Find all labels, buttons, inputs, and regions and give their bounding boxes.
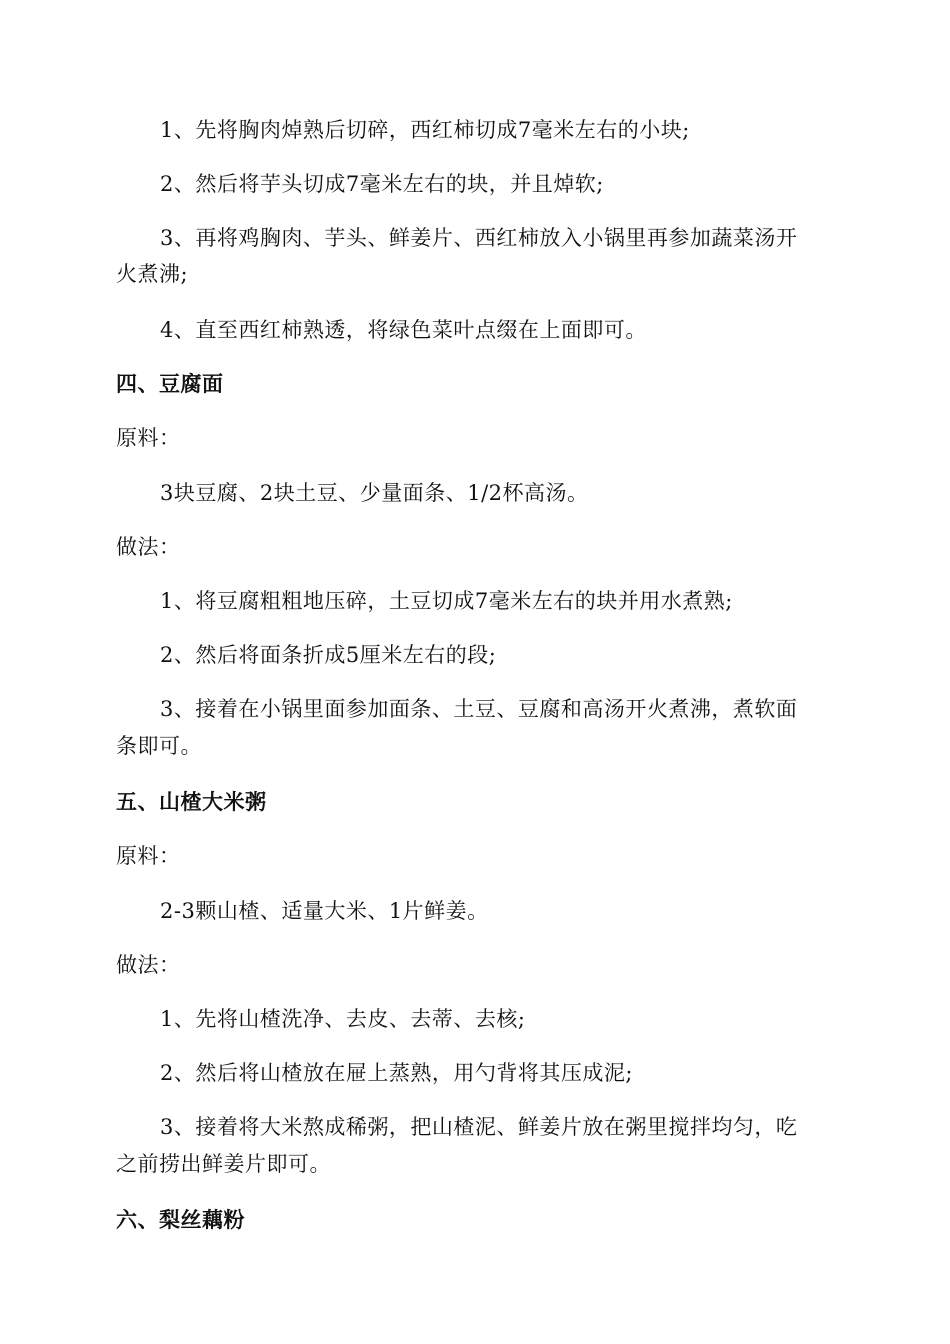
section-heading: 五、山楂大米粥	[116, 789, 267, 814]
ingredients-text: 3块豆腐、2块土豆、少量面条、1/2杯高汤。	[160, 481, 589, 505]
step-line: 1、将豆腐粗粗地压碎，土豆切成7毫米左右的块并用水煮熟;	[160, 589, 733, 613]
section-heading: 六、梨丝藕粉	[116, 1207, 245, 1232]
section-heading: 四、豆腐面	[116, 371, 224, 396]
step-line: 2、然后将面条折成5厘米左右的段;	[160, 643, 497, 667]
step-line: 1、先将山楂洗净、去皮、去蒂、去核;	[160, 1007, 526, 1031]
step-line: 3、接着在小锅里面参加面条、土豆、豆腐和高汤开火煮沸，煮软面	[160, 697, 798, 721]
step-line-continuation: 火煮沸;	[116, 262, 189, 286]
ingredients-text: 2-3颗山楂、适量大米、1片鲜姜。	[160, 899, 489, 923]
step-line: 4、直至西红柿熟透，将绿色菜叶点缀在上面即可。	[160, 318, 647, 342]
step-line: 3、再将鸡胸肉、芋头、鲜姜片、西红柿放入小锅里再参加蔬菜汤开	[160, 226, 798, 250]
method-label: 做法：	[116, 953, 181, 977]
step-line: 3、接着将大米熬成稀粥，把山楂泥、鲜姜片放在粥里搅拌均匀，吃	[160, 1115, 798, 1139]
method-label: 做法：	[116, 535, 181, 559]
ingredients-label: 原料：	[116, 844, 181, 868]
step-line-continuation: 之前捞出鲜姜片即可。	[116, 1152, 331, 1176]
step-line: 2、然后将山楂放在屉上蒸熟，用勺背将其压成泥;	[160, 1061, 633, 1085]
step-line: 2、然后将芋头切成7毫米左右的块，并且焯软;	[160, 172, 604, 196]
step-line-continuation: 条即可。	[116, 734, 202, 758]
step-line: 1、先将胸肉焯熟后切碎，西红柿切成7毫米左右的小块;	[160, 118, 690, 142]
ingredients-label: 原料：	[116, 426, 181, 450]
